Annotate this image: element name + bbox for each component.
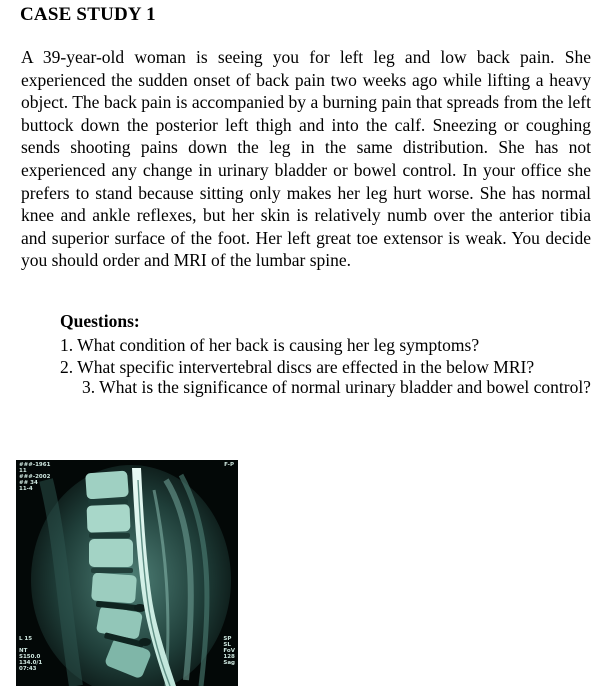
- question-2: 2. What specific intervertebral discs are effected in the below MRI?: [60, 357, 535, 377]
- mri-top-right-label: F-P: [224, 462, 234, 468]
- mri-image: [16, 460, 238, 686]
- question-1: 1. What condition of her back is causing her leg symptoms?: [60, 335, 480, 355]
- question-3: 3. What is the significance of normal urinary bladder and bowel control?: [82, 377, 591, 397]
- questions-heading: Questions:: [60, 311, 140, 331]
- case-description: A 39-year-old woman is seeing you for left leg and low back pain. She experienced the sudden onset of back pain two weeks ago while lifting a heavy object. The back pain is accompanied by a burning pain that spreads from the left buttock down the posterior left thigh and into the calf. Sneezing or coughing sends shooting pains down the leg in the same distribution. She has not experienced any change in urinary bladder or bowel control. In your office she prefers to stand because sitting only makes her leg hurt worse. She has normal knee and ankle reflexes, but her skin is relatively numb over the anterior tibia and superior surface of the foot. Her left great toe extensor is weak. You decide you should order and MRI of the lumbar spine.: [21, 47, 591, 271]
- mri-bottom-left-labels: L 15 NT S150.0 134.0/1 07:43: [19, 636, 43, 672]
- mri-top-left-labels: ###-1961 11 ###-2002 ## 34 11-4: [19, 462, 51, 492]
- mri-right-side-labels: SP SL FoV 128 Sag: [223, 636, 235, 666]
- case-study-title: CASE STUDY 1: [20, 4, 156, 25]
- mri-lumbar-spine-graphic: [16, 460, 238, 686]
